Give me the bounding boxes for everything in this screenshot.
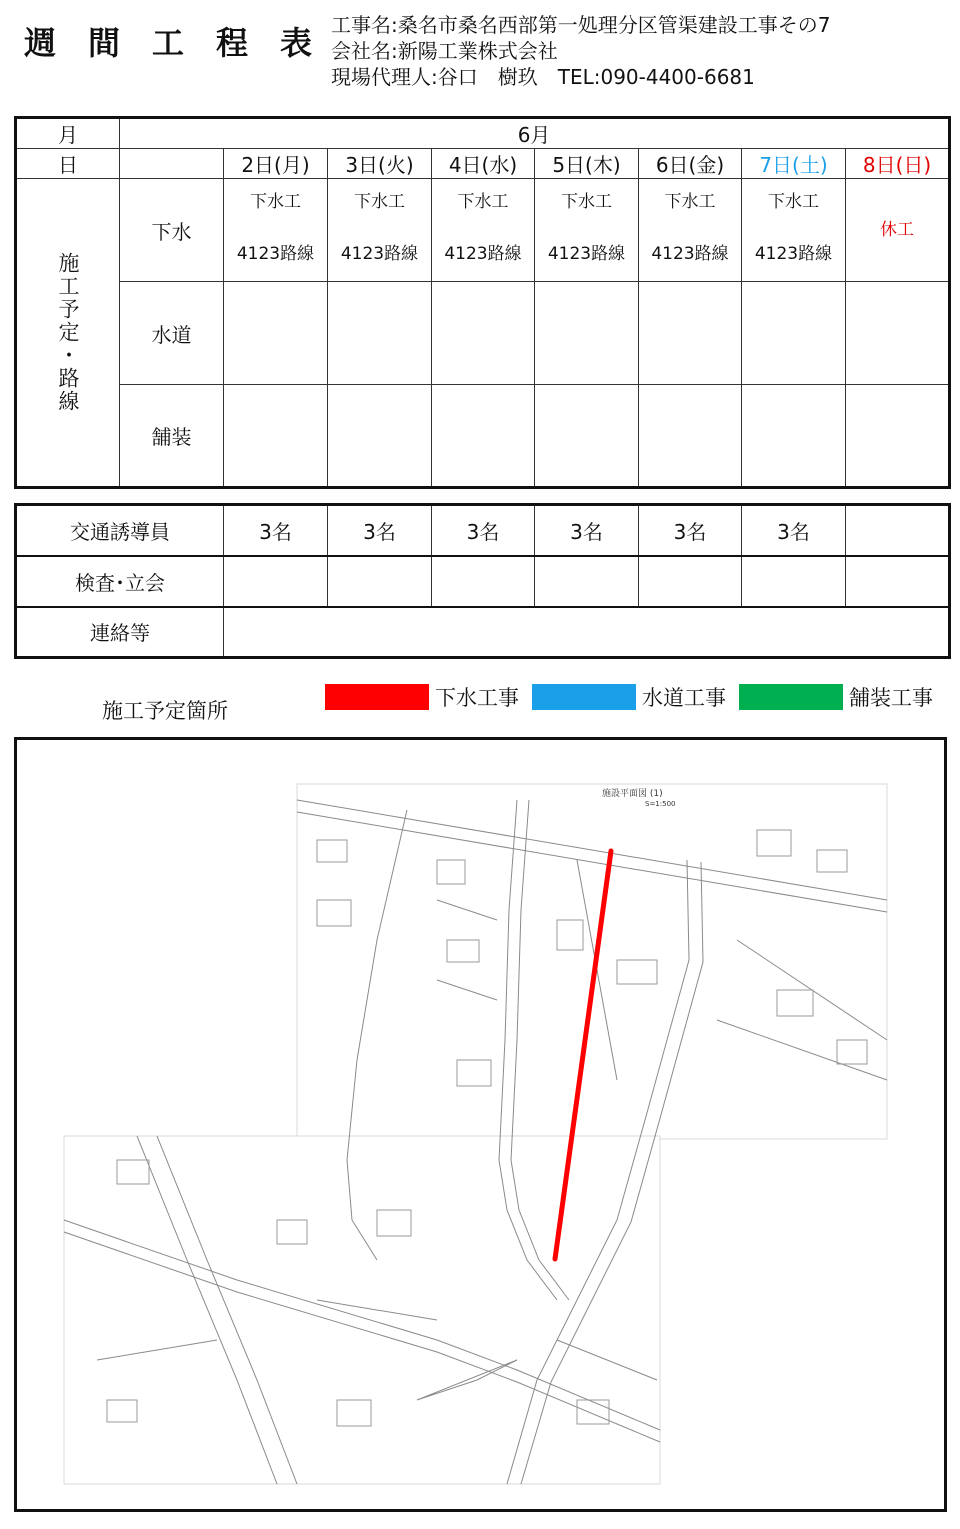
route-number: 4123路線 <box>444 244 522 264</box>
cell-content <box>742 189 845 267</box>
traffic-count: 3名 <box>432 505 535 556</box>
month-value: 6月 <box>120 118 950 149</box>
schedule-cell <box>639 385 742 488</box>
work-type: 下水工 <box>561 192 612 212</box>
site-map <box>17 740 944 1509</box>
schedule-cell <box>224 179 328 282</box>
company-name: 会社名:新陽工業株式会社 <box>331 39 558 63</box>
schedule-cell <box>328 385 432 488</box>
work-type: 下水工 <box>457 192 509 212</box>
spacer <box>742 215 845 241</box>
site-agent: 現場代理人:谷口 樹玖 TEL:090-4400-6681 <box>331 65 755 89</box>
day-header: 7日(土) <box>742 149 846 179</box>
cell-content <box>535 189 638 267</box>
legend-sewer <box>325 683 519 711</box>
legend-text-sewer: 下水工事 <box>435 686 519 710</box>
day-blank <box>120 149 224 179</box>
day-header: 4日(水) <box>432 149 535 179</box>
traffic-count: 3名 <box>742 505 846 556</box>
schedule-cell <box>224 385 328 488</box>
sheet-scale: S=1:500 <box>645 800 676 808</box>
schedule-table <box>14 116 951 489</box>
inspection-cell <box>224 556 328 607</box>
schedule-cell <box>432 282 535 385</box>
inspection-cell <box>535 556 639 607</box>
row-label-paving: 舗装 <box>120 385 224 488</box>
spacer <box>328 215 431 241</box>
project-info <box>331 12 830 90</box>
work-type: 下水工 <box>354 192 405 212</box>
traffic-count: 3名 <box>328 505 432 556</box>
route-number: 4123路線 <box>651 244 729 264</box>
schedule-cell <box>535 179 639 282</box>
inspection-cell <box>846 556 950 607</box>
cell-content <box>639 189 741 267</box>
legend-water <box>532 683 726 711</box>
schedule-cell <box>432 179 535 282</box>
day-header: 3日(火) <box>328 149 432 179</box>
legend-text-paving: 舗装工事 <box>849 686 933 710</box>
spacer <box>639 215 741 241</box>
holiday-label: 休工 <box>880 220 915 240</box>
traffic-count: 3名 <box>224 505 328 556</box>
schedule-cell <box>328 179 432 282</box>
cell-content <box>224 189 327 267</box>
map-sheet-upper <box>297 784 887 1139</box>
work-type: 下水工 <box>250 192 301 212</box>
schedule-cell <box>639 179 742 282</box>
schedule-cell <box>846 282 950 385</box>
project-name: 工事名:桑名市桑名西部第一処理分区管渠建設工事その7 <box>331 13 831 37</box>
document-title: 週間工程表 <box>24 24 345 62</box>
inspection-label: 検査･立会 <box>16 556 224 607</box>
route-number: 4123路線 <box>547 244 626 264</box>
section-label-cell <box>16 179 120 488</box>
schedule-cell <box>846 179 950 282</box>
legend-swatch-sewer <box>325 684 429 710</box>
day-header: 2日(月) <box>224 149 328 179</box>
route-number: 4123路線 <box>236 244 315 264</box>
section-label: 施工予定・路線 <box>56 252 80 413</box>
contact-label: 連絡等 <box>16 607 224 658</box>
resource-table <box>14 503 951 659</box>
traffic-label: 交通誘導員 <box>16 505 224 556</box>
schedule-cell <box>742 385 846 488</box>
schedule-cell <box>328 282 432 385</box>
work-type: 下水工 <box>768 192 819 212</box>
map-frame <box>14 737 947 1512</box>
schedule-cell <box>742 282 846 385</box>
legend-swatch-water <box>532 684 636 710</box>
cell-content <box>328 189 431 267</box>
route-number: 4123路線 <box>340 244 419 264</box>
legend-swatch-paving <box>739 684 843 710</box>
legend-text-water: 水道工事 <box>642 686 726 710</box>
contact-value <box>224 607 950 658</box>
sheet-title: 施設平面図 (1) <box>602 789 663 799</box>
day-header: 6日(金) <box>639 149 742 179</box>
spacer <box>432 215 534 241</box>
spacer <box>535 215 638 241</box>
route-number: 4123路線 <box>754 244 833 264</box>
work-area-label: 施工予定箇所 <box>102 699 228 723</box>
traffic-count: 3名 <box>535 505 639 556</box>
row-label-sewer: 下水 <box>120 179 224 282</box>
schedule-cell <box>846 385 950 488</box>
schedule-cell <box>224 282 328 385</box>
schedule-cell <box>535 282 639 385</box>
inspection-cell <box>328 556 432 607</box>
work-type: 下水工 <box>664 192 716 212</box>
schedule-cell <box>639 282 742 385</box>
cell-content <box>432 189 534 267</box>
legend-paving <box>739 683 933 711</box>
traffic-count: 3名 <box>639 505 742 556</box>
map-sheet-lower <box>64 1136 660 1484</box>
row-label-water: 水道 <box>120 282 224 385</box>
day-label: 日 <box>16 149 120 179</box>
traffic-count <box>846 505 950 556</box>
day-header: 5日(木) <box>535 149 639 179</box>
day-header: 8日(日) <box>846 149 950 179</box>
inspection-cell <box>742 556 846 607</box>
spacer <box>224 215 327 241</box>
schedule-cell <box>432 385 535 488</box>
schedule-cell <box>742 179 846 282</box>
inspection-cell <box>432 556 535 607</box>
month-label: 月 <box>16 118 120 149</box>
schedule-cell <box>535 385 639 488</box>
inspection-cell <box>639 556 742 607</box>
